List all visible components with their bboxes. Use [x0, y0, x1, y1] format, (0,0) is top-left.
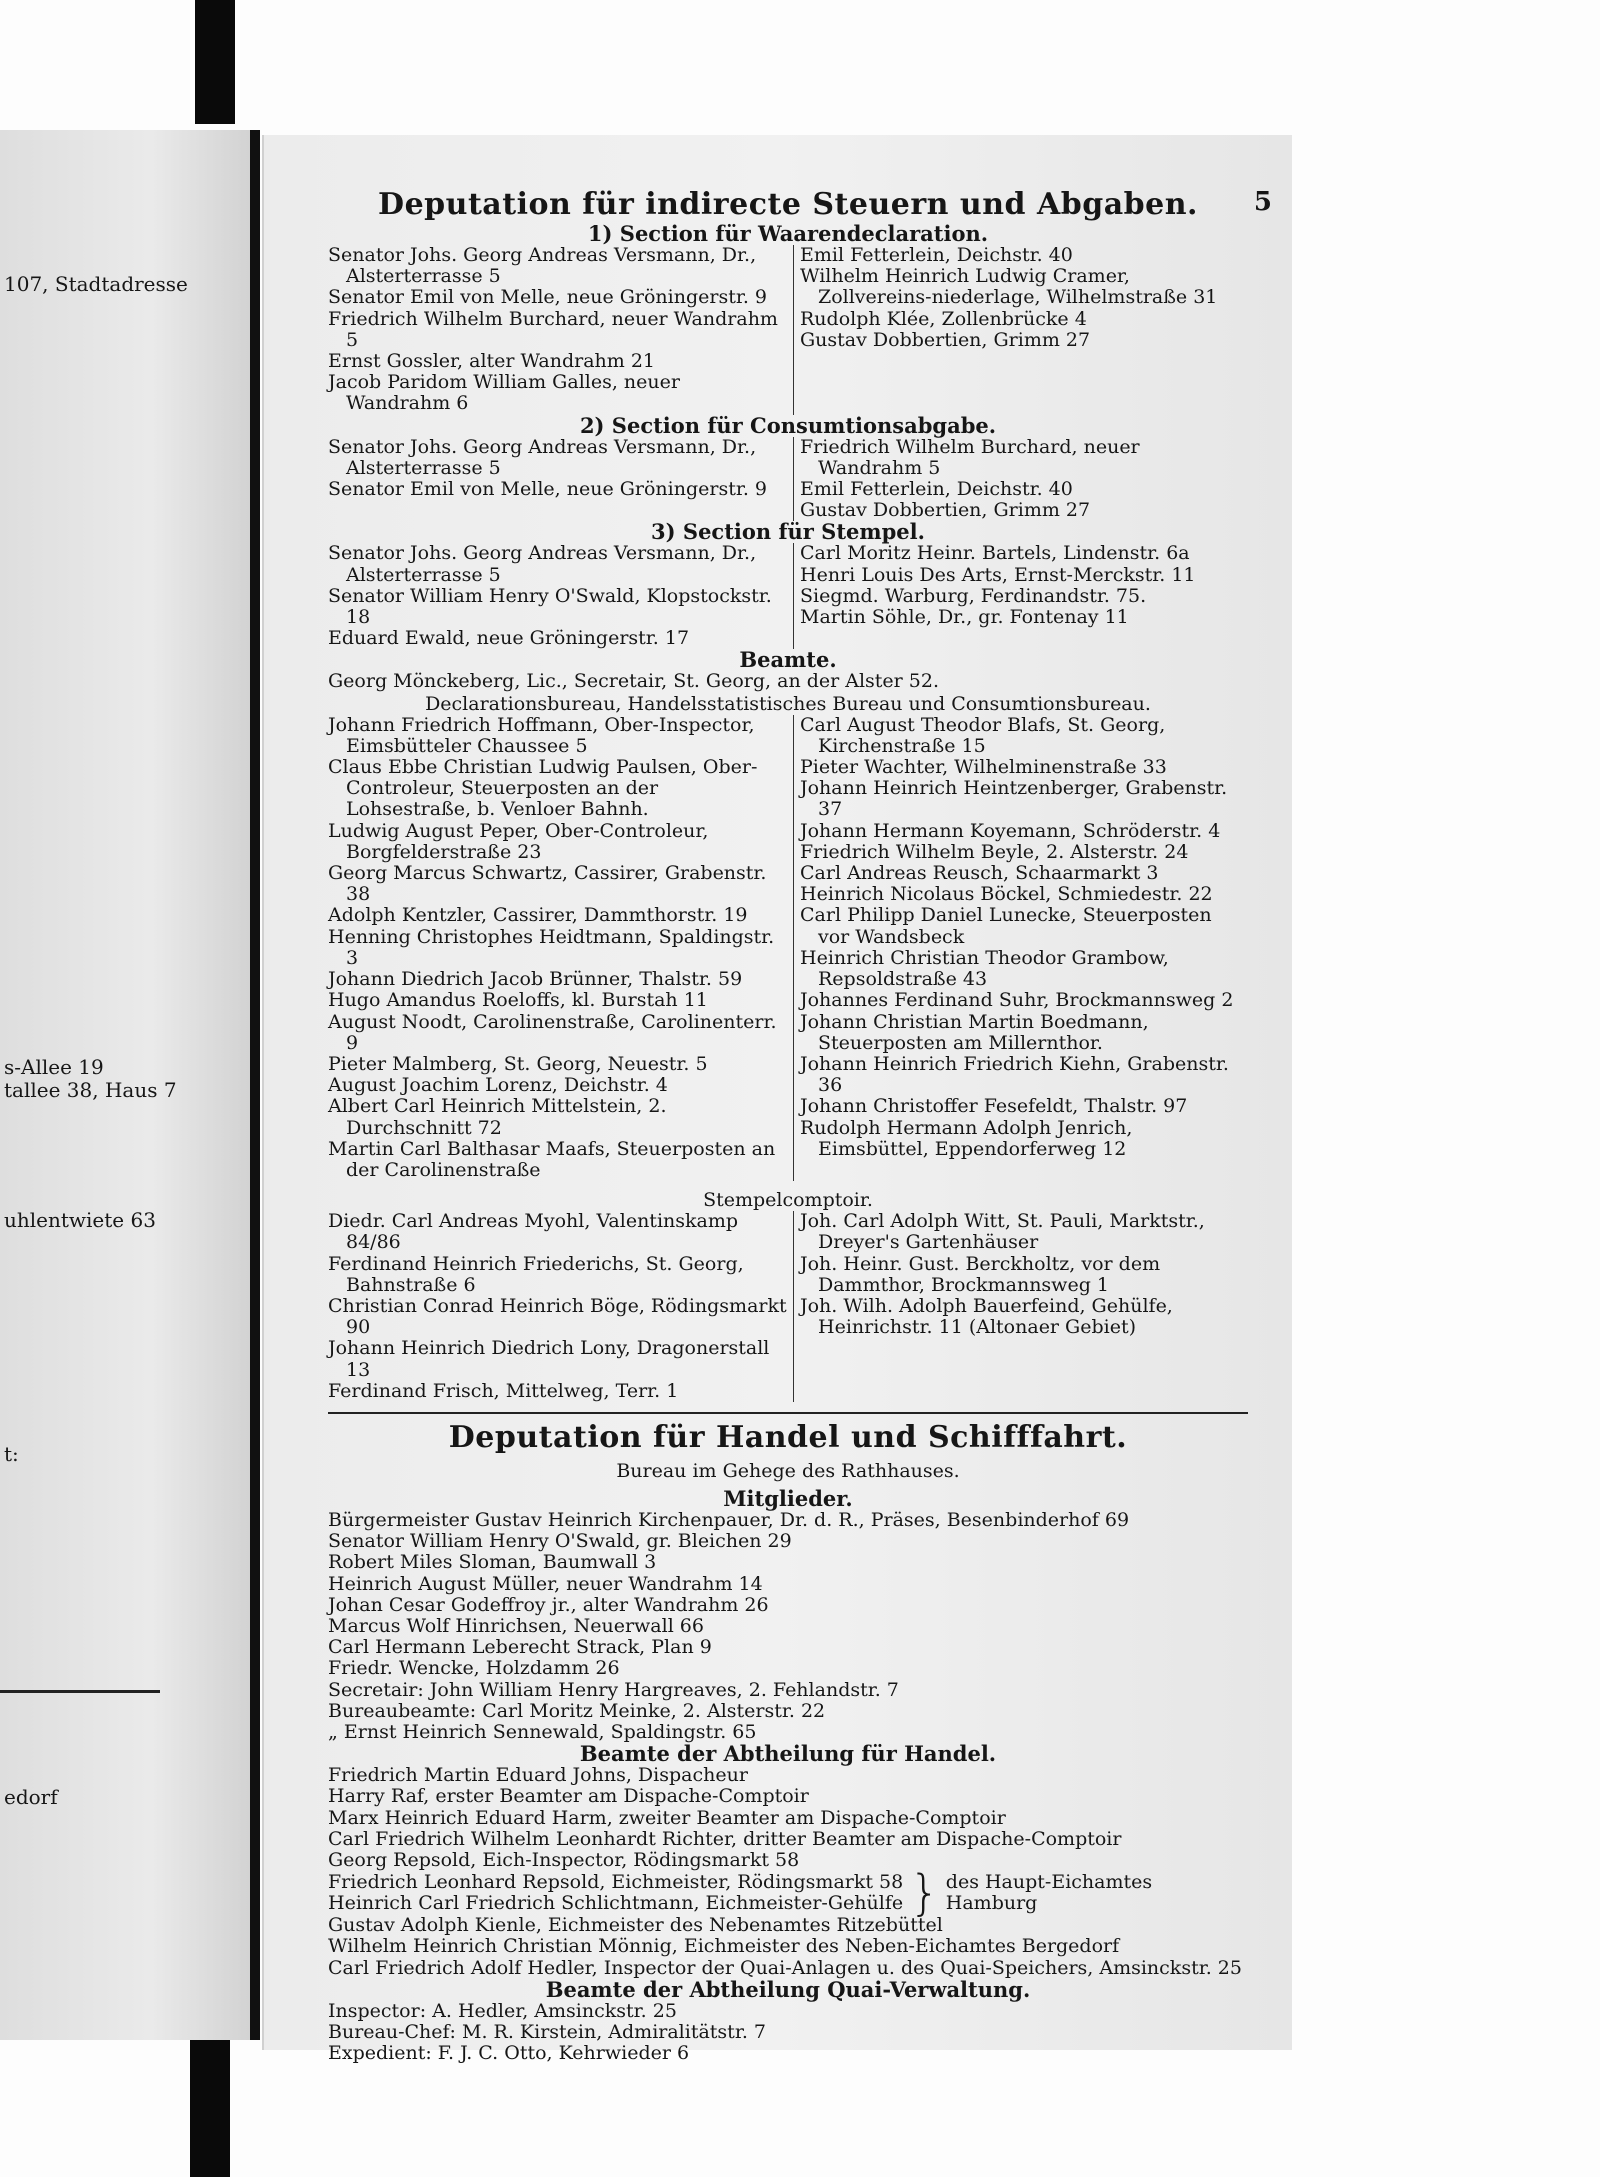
official-entry: Diedr. Carl Andreas Myohl, Valentinskamp 84/86	[328, 1210, 739, 1254]
official-entry: Joh. Carl Adolph Witt, St. Pauli, Marktstr., Dreyer's Gartenhäuser	[800, 1210, 1205, 1254]
member-entry: Emil Fetterlein, Deichstr. 40	[800, 244, 1073, 266]
official-entry: Johann Friedrich Hoffmann, Ober-Inspector, Eimsbütteler Chaussee 5	[328, 713, 755, 757]
official-entry: Johann Hermann Koyemann, Schröderstr. 4	[800, 819, 1221, 842]
member-entry: Rudolph Klée, Zollenbrücke 4	[800, 307, 1087, 330]
official-entry: Carl Andreas Reusch, Schaarmarkt 3	[800, 862, 1159, 885]
official-entry: Ludwig August Peper, Ober-Controleur, Borgfelderstraße 23	[328, 819, 709, 863]
official-entry: Inspector: A. Hedler, Amsinckstr. 25	[328, 1999, 677, 2022]
official-entry: Joh. Heinr. Gust. Berckholtz, vor dem Dammthor, Brockmannsweg 1	[800, 1252, 1161, 1296]
official-entry: Ferdinand Heinrich Friederichs, St. Georg, Bahnstraße 6	[328, 1252, 744, 1296]
official-entry: Friedrich Wilhelm Beyle, 2. Alsterstr. 24	[800, 840, 1189, 863]
section1-heading: 1) Section für Waarendeclaration.	[587, 221, 989, 246]
official-entry: Claus Ebbe Christian Ludwig Paulsen, Ober-Controleur, Steuerposten an der Lohsestraße, b. Venloer Bahnh.	[328, 756, 758, 821]
section-divider	[328, 1412, 1248, 1414]
left-page-fragment: tallee 38, Haus 7	[4, 1078, 177, 1102]
binding-tab-bottom	[190, 2040, 230, 2177]
official-entry: Carl Philipp Daniel Lunecke, Steuerposten vor Wandsbeck	[800, 904, 1212, 948]
official-entry: Pieter Wachter, Wilhelminenstraße 33	[800, 756, 1167, 779]
official-entry: Expedient: F. J. C. Otto, Kehrwieder 6	[328, 2042, 690, 2065]
official-entry: Joh. Wilh. Adolph Bauerfeind, Gehülfe, Heinrichstr. 11 (Altonaer Gebiet)	[800, 1294, 1173, 1339]
member-entry: Eduard Ewald, neue Gröningerstr. 17	[328, 627, 690, 650]
stempelcomptoir-right-column	[794, 1211, 1248, 1402]
official-entry: Marx Heinrich Eduard Harm, zweiter Beamter am Dispache-Comptoir	[328, 1806, 1006, 1829]
official-entry: August Joachim Lorenz, Deichstr. 4	[328, 1074, 668, 1097]
official-entry: Bureau-Chef: M. R. Kirstein, Admiralitätstr. 7	[328, 2021, 766, 2044]
section3-right-column	[794, 543, 1248, 649]
left-page-fragment: t:	[4, 1442, 19, 1466]
left-page-fragment: s-Allee 19	[4, 1055, 104, 1079]
member-entry: Senator Johs. Georg Andreas Versmann, Dr., Alsterterrasse 5	[328, 542, 757, 586]
member-entry: Senator Johs. Georg Andreas Versmann, Dr., Alsterterrasse 5	[328, 435, 757, 479]
eichamt-lines	[328, 1872, 903, 1914]
member-entry: Carl Hermann Leberecht Strack, Plan 9	[328, 1636, 712, 1659]
page-number: 5	[1253, 187, 1272, 217]
handel-beamte-heading: Beamte der Abtheilung für Handel.	[579, 1741, 997, 1767]
member-entry: Henri Louis Des Arts, Ernst-Merckstr. 11	[800, 563, 1196, 586]
member-entry: Friedr. Wencke, Holzdamm 26	[328, 1657, 620, 1680]
member-entry: Wilhelm Heinrich Ludwig Cramer, Zollvereins-niederlage, Wilhelmstraße 31	[800, 265, 1218, 309]
member-entry: Ernst Gossler, alter Wandrahm 21	[328, 350, 656, 373]
official-entry: Friedrich Martin Eduard Johns, Dispacheur	[328, 1764, 748, 1787]
official-entry: Georg Repsold, Eich-Inspector, Rödingsmarkt 58	[328, 1849, 800, 1871]
official-entry: Christian Conrad Heinrich Böge, Rödingsmarkt 90	[328, 1294, 787, 1339]
binding-tab-top	[195, 0, 235, 124]
beamte-columns	[328, 715, 1248, 1181]
handel-beamte-list-continued	[328, 1915, 1248, 1979]
mitglieder-list	[328, 1510, 1248, 1743]
right-page	[262, 135, 1292, 2065]
official-entry: Rudolph Hermann Adolph Jenrich, Eimsbüttel, Eppendorferweg 12	[800, 1116, 1133, 1160]
section1-right-column	[794, 245, 1248, 415]
official-entry: Harry Raf, erster Beamter am Dispache-Comptoir	[328, 1785, 809, 1808]
left-page-fragment: uhlentwiete 63	[4, 1208, 156, 1232]
official-entry: Carl Friedrich Wilhelm Leonhardt Richter, dritter Beamter am Dispache-Comptoir	[328, 1827, 1122, 1850]
member-entry: Siegmd. Warburg, Ferdinandstr. 75.	[800, 584, 1147, 607]
eichamt-label: des Haupt-Eichamtes Hamburg	[945, 1871, 1153, 1915]
member-entry: Gustav Dobbertien, Grimm 27	[800, 499, 1091, 522]
member-entry: Carl Moritz Heinr. Bartels, Lindenstr. 6a	[800, 542, 1190, 565]
official-entry: Carl Friedrich Adolf Hedler, Inspector der Quai-Anlagen u. des Quai-Speichers, Amsinckstr. 25	[328, 1956, 1242, 1979]
member-entry: Friedrich Wilhelm Burchard, neuer Wandrahm 5	[800, 435, 1140, 479]
official-entry: Martin Carl Balthasar Maafs, Steuerposten an der Carolinenstraße	[328, 1137, 776, 1181]
official-entry: Johann Heinrich Heintzenberger, Grabenstr. 37	[800, 777, 1228, 821]
deputation-steuern-title: Deputation für indirecte Steuern und Abgaben.	[378, 187, 1198, 222]
page-content	[328, 187, 1248, 2064]
left-page-fragment: edorf	[4, 1785, 58, 1809]
member-entry: Emil Fetterlein, Deichstr. 40	[800, 478, 1073, 501]
section2-heading: 2) Section für Consumtionsabgabe.	[579, 412, 997, 438]
left-page	[0, 130, 252, 2040]
official-entry: Hugo Amandus Roeloffs, kl. Burstah 11	[328, 989, 708, 1012]
official-entry: Gustav Adolph Kienle, Eichmeister des Nebenamtes Ritzebüttel	[328, 1914, 943, 1937]
official-entry: Adolph Kentzler, Cassirer, Dammthorstr. 19	[328, 904, 748, 927]
official-entry: Johann Heinrich Diedrich Lony, Dragonerstall 13	[328, 1337, 770, 1381]
official-entry: Heinrich Carl Friedrich Schlichtmann, Eichmeister-Gehülfe	[328, 1892, 904, 1915]
section1-left-column	[328, 245, 794, 415]
left-page-rule	[0, 1690, 160, 1693]
section3-heading: 3) Section für Stempel.	[651, 519, 925, 545]
beamte-left-column	[328, 715, 794, 1181]
official-entry: Friedrich Leonhard Repsold, Eichmeister, Rödingsmarkt 58	[328, 1871, 904, 1893]
section2-left-column	[328, 437, 794, 522]
member-entry: Gustav Dobbertien, Grimm 27	[800, 328, 1091, 351]
beamte-secretair-line: Georg Mönckeberg, Lic., Secretair, St. Georg, an der Alster 52.	[328, 670, 940, 693]
deputation-handel-title: Deputation für Handel und Schifffahrt.	[448, 1419, 1128, 1455]
quai-heading: Beamte der Abtheilung Quai-Verwaltung.	[545, 1976, 1031, 2002]
member-entry: Johan Cesar Godeffroy jr., alter Wandrahm 26	[328, 1593, 769, 1616]
section2-columns	[328, 437, 1248, 522]
member-entry: Martin Söhle, Dr., gr. Fontenay 11	[800, 606, 1129, 629]
member-entry: Marcus Wolf Hinrichsen, Neuerwall 66	[328, 1614, 704, 1637]
member-entry: Senator Emil von Melle, neue Gröningerstr. 9	[328, 478, 768, 501]
official-entry: Albert Carl Heinrich Mittelstein, 2. Durchschnitt 72	[328, 1095, 667, 1139]
page-gutter	[250, 130, 260, 2040]
official-entry: Henning Christophes Heidtmann, Spaldingstr. 3	[328, 925, 775, 969]
stempelcomptoir-heading: Stempelcomptoir.	[703, 1189, 873, 1212]
member-entry: Bureaubeamte: Carl Moritz Meinke, 2. Alsterstr. 22	[328, 1699, 826, 1722]
section3-columns	[328, 543, 1248, 649]
brace-mark: }	[909, 1865, 940, 1922]
member-entry: Bürgermeister Gustav Heinrich Kirchenpauer, Dr. d. R., Präses, Besenbinderhof 69	[328, 1508, 1130, 1531]
member-entry: Senator Johs. Georg Andreas Versmann, Dr., Alsterterrasse 5	[328, 244, 757, 288]
official-entry: Johann Heinrich Friedrich Kiehn, Grabenstr. 36	[800, 1052, 1229, 1097]
member-entry: Senator Emil von Melle, neue Gröningerstr. 9	[328, 286, 768, 309]
member-entry: Robert Miles Sloman, Baumwall 3	[328, 1551, 657, 1574]
official-entry: Johann Christoffer Fesefeldt, Thalstr. 97	[800, 1095, 1188, 1118]
member-entry: Senator William Henry O'Swald, Klopstockstr. 18	[328, 584, 772, 629]
stempelcomptoir-columns	[328, 1211, 1248, 1402]
eichamt-group	[328, 1865, 1248, 1922]
handel-beamte-list	[328, 1765, 1248, 1871]
stempelcomptoir-left-column	[328, 1211, 794, 1402]
official-entry: Carl August Theodor Blafs, St. Georg, Kirchenstraße 15	[800, 713, 1166, 757]
member-entry: Friedrich Wilhelm Burchard, neuer Wandrahm 5	[328, 307, 778, 351]
official-entry: Wilhelm Heinrich Christian Mönnig, Eichmeister des Neben-Eichamtes Bergedorf	[328, 1935, 1120, 1958]
official-entry: Ferdinand Frisch, Mittelweg, Terr. 1	[328, 1379, 679, 1402]
member-entry: Secretair: John William Henry Hargreaves, 2. Fehlandstr. 7	[328, 1678, 899, 1701]
section3-left-column	[328, 543, 794, 649]
official-entry: Pieter Malmberg, St. Georg, Neuestr. 5	[328, 1052, 708, 1075]
beamte-heading: Beamte.	[739, 647, 837, 673]
left-page-fragment: 107, Stadtadresse	[4, 272, 188, 296]
beamte-bureau-line: Declarationsbureau, Handelsstatistisches Bureau und Consumtionsbureau.	[425, 692, 1151, 715]
beamte-right-column	[794, 715, 1248, 1181]
handel-bureau-line: Bureau im Gehege des Rathhauses.	[616, 1459, 960, 1482]
member-entry: Heinrich August Müller, neuer Wandrahm 14	[328, 1572, 763, 1595]
official-entry: Johannes Ferdinand Suhr, Brockmannsweg 2	[800, 989, 1234, 1012]
mitglieder-heading: Mitglieder.	[723, 1485, 853, 1511]
official-entry: Georg Marcus Schwartz, Cassirer, Grabenstr. 38	[328, 862, 767, 906]
official-entry: Johann Christian Martin Boedmann, Steuerposten am Millernthor.	[800, 1010, 1149, 1054]
official-entry: Johann Diedrich Jacob Brünner, Thalstr. 59	[328, 968, 743, 991]
section1-columns	[328, 245, 1248, 415]
member-entry: Jacob Paridom William Galles, neuer Wandrahm 6	[328, 371, 680, 415]
official-entry: August Noodt, Carolinenstraße, Carolinenterr. 9	[328, 1010, 777, 1054]
official-entry: Heinrich Christian Theodor Grambow, Repsoldstraße 43	[800, 946, 1169, 991]
official-entry: Heinrich Nicolaus Böckel, Schmiedestr. 22	[800, 883, 1213, 906]
member-entry: Senator William Henry O'Swald, gr. Bleichen 29	[328, 1530, 792, 1553]
member-entry: „ Ernst Heinrich Sennewald, Spaldingstr. 65	[328, 1720, 757, 1743]
quai-list	[328, 2001, 1248, 2065]
section2-right-column	[794, 437, 1248, 522]
